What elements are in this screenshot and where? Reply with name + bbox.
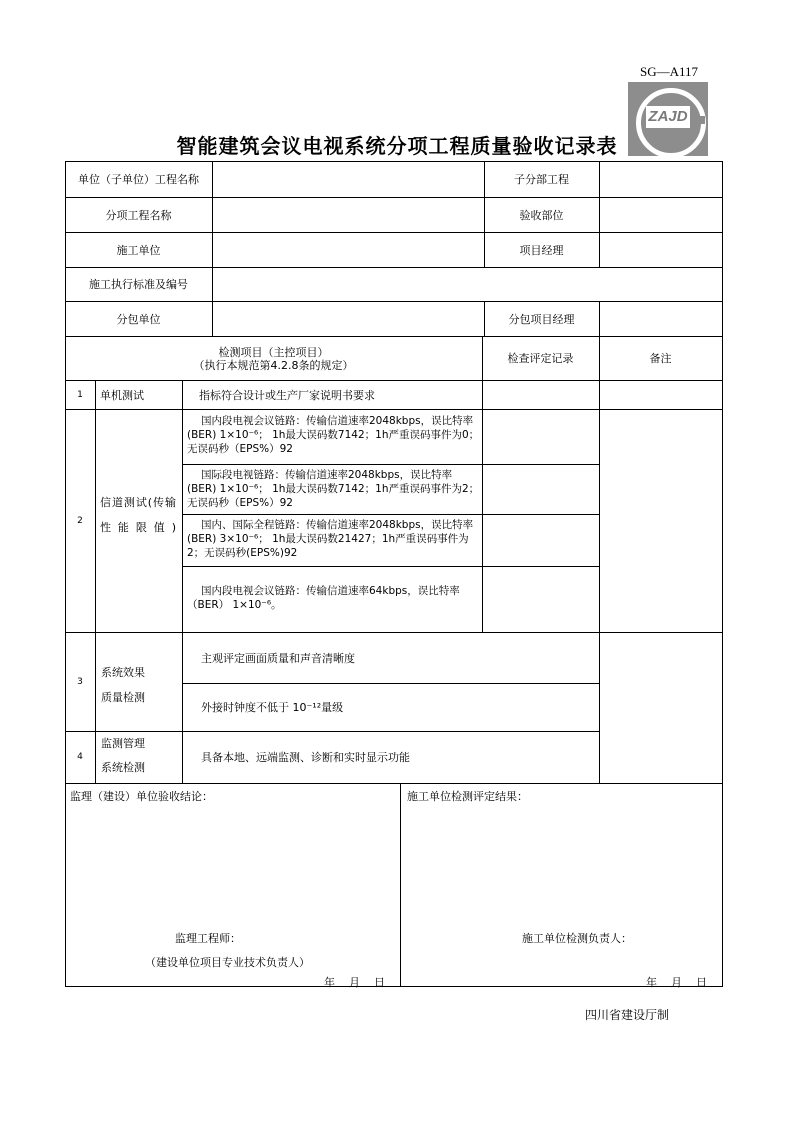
row-4-desc: 具备本地、远端监测、诊断和实时显示功能 (201, 751, 410, 764)
row-3-number: 3 (77, 676, 83, 687)
subcontract-manager-label: 分包项目经理 (508, 312, 575, 326)
sub-part-label: 子分部工程 (514, 173, 569, 186)
project-manager-label: 项目经理 (519, 243, 564, 257)
inspection-item-header (65, 338, 482, 380)
row-3-desc-2: 外接时钟度不低于 10⁻¹²量级 (201, 701, 344, 714)
construction-result-label: 施工单位检测评定结果： (407, 790, 528, 803)
row-2-name: 信道测试(传输性能限值) (100, 496, 176, 534)
row-3-name (101, 660, 181, 710)
row-3-name-line2: 质量检测 (101, 691, 145, 704)
supervision-conclusion-label: 监理（建设）单位验收结论： (70, 790, 213, 803)
construction-leader-label: 施工单位检测负责人： (522, 932, 632, 945)
inspection-item-header-line2: （执行本规范第4.2.8条的规定） (193, 359, 354, 372)
item-project-label: 分项工程名称 (105, 208, 172, 222)
row-2-desc-3: 国内、国际全程链路：传输信道速率2048kbps，误比特率(BER) 3×10⁻⁶； 1h最大误码数21427；1h严重误码事件为2；无误码秒(EPS%)92 (187, 519, 474, 559)
row-2-desc-1: 国内段电视会议链路：传输信道速率2048kbps，误比特率(BER) 1×10⁻⁶； 1h最大误码数7142；1h严重误码事件为0；无误码秒（EPS%）92 (187, 415, 480, 455)
issuer-footer: 四川省建设厅制 (585, 1008, 670, 1022)
date-right: 年 月 日 (646, 976, 707, 989)
row-1-name: 单机测试 (100, 388, 144, 402)
inspection-item-header-line1: 检测项目（主控项目） (218, 346, 329, 359)
logo-text: ZAJD (646, 106, 690, 128)
row-4-name (101, 732, 181, 780)
acceptance-part-label: 验收部位 (519, 208, 564, 222)
record-header: 检查评定记录 (507, 352, 574, 365)
row-2-desc-4: 国内段电视会议链路：传输信道速率64kbps，误比特率（BER） 1×10⁻⁶。 (187, 585, 460, 611)
row-3-desc-1: 主观评定画面质量和声音清晰度 (201, 651, 355, 665)
date-left: 年 月 日 (324, 976, 385, 989)
standard-label: 施工执行标准及编号 (89, 278, 188, 291)
owner-tech-leader-label: （建设单位项目专业技术负责人） (145, 956, 310, 969)
subcontract-unit-label: 分包单位 (116, 312, 161, 326)
row-2-number: 2 (77, 515, 83, 526)
row-1-desc: 指标符合设计或生产厂家说明书要求 (199, 388, 375, 402)
construction-unit-label: 施工单位 (116, 243, 161, 257)
remarks-header: 备注 (649, 352, 672, 365)
row-1-number: 1 (77, 389, 83, 400)
supervisor-engineer-label: 监理工程师： (175, 932, 241, 945)
page-title: 智能建筑会议电视系统分项工程质量验收记录表 (176, 134, 618, 158)
row-4-name-line2: 系统检测 (101, 761, 145, 774)
row-3-name-line1: 系统效果 (101, 666, 145, 679)
row-4-number: 4 (77, 752, 83, 762)
row-2-desc-2: 国际段电视链路：传输信道速率2048kbps，误比特率(BER) 1×10⁻⁶； 1h最大误码数7142；1h严重误码事件为2；无误码秒（EPS%）92 (187, 469, 480, 509)
unit-project-label: 单位（子单位）工程名称 (78, 173, 199, 186)
row-4-name-line1: 监测管理 (101, 737, 145, 750)
form-code: SG—A117 (640, 64, 699, 79)
